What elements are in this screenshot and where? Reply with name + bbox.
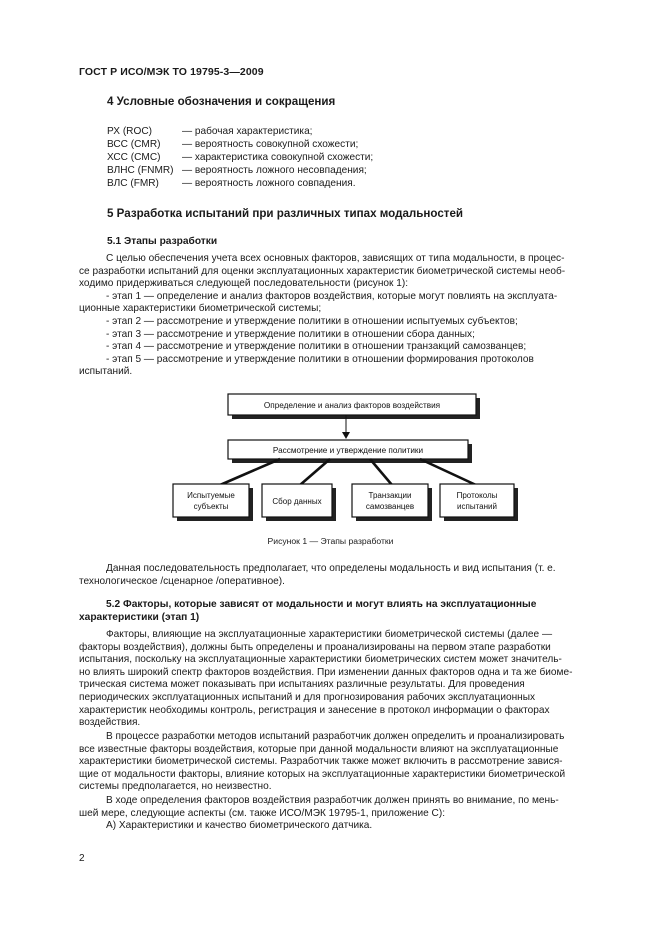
leaf-label-line: Протоколы	[456, 491, 498, 500]
abbreviation-term: ВЛС (FMR)	[107, 178, 159, 190]
document-header: ГОСТ Р ИСО/МЭК ТО 19795-3—2009	[79, 66, 264, 78]
text-line: В ходе определения факторов воздействия разработчик должен принять во внимание, по мень-	[106, 795, 559, 806]
abbreviation-row	[107, 151, 373, 164]
section-4-title: 4 Условные обозначения и сокращения	[107, 95, 336, 108]
abbreviation-term: ВЛНС (FNMR)	[107, 165, 174, 177]
stage-line: ционные характеристики биометрической системы;	[79, 303, 322, 315]
text-line: периодических эксплуатационных испытаний и для прогнозирования рабочих эксплуатационных	[79, 691, 536, 703]
text-line: шей мере, следующие аспекты (см. также ИСО/МЭК 19795-1, приложение С):	[79, 807, 446, 819]
middle-box-label: Рассмотрение и утверждение политики	[272, 446, 424, 455]
text-line: С целью обеспечения учета всех основных факторов, зависящих от типа модальности, в процес-	[106, 253, 565, 264]
text-line: воздействия.	[79, 717, 141, 729]
leaf-label-line: Сбор данных	[272, 497, 322, 506]
text-line: факторы воздействия), должны быть определены и проанализированы на первом этапе разработки	[79, 641, 551, 653]
page-number: 2	[79, 853, 85, 864]
leaf-label-line: Транзакции	[368, 491, 412, 500]
leaf-label-line: самозванцев	[365, 502, 415, 511]
abbreviation-definition: — рабочая характеристика;	[182, 126, 313, 137]
subsection-5-1-title: 5.1 Этапы разработки	[107, 236, 218, 247]
leaf-box-test-reports	[440, 484, 514, 517]
abbreviation-row	[107, 125, 373, 138]
leaf-box-subjects	[173, 484, 249, 517]
text-line: Факторы, влияющие на эксплуатационные характеристики биометрической системы (далее —	[106, 629, 553, 640]
text-line: испытания, поскольку на эксплуатационные характеристики биометрических систем может значитель-	[79, 654, 562, 666]
leaf-label-line: Испытуемые	[187, 491, 235, 500]
text-line: технологическое /сценарное /оперативное).	[79, 575, 285, 587]
abbreviation-row	[107, 177, 373, 190]
leaf-label-line: испытаний	[457, 502, 497, 511]
leaf-label-line: субъекты	[193, 502, 229, 511]
text-line: характеристики биометрической системы. Разработчик также может включить в рассмотрение завися-	[79, 756, 563, 768]
text-line: В процессе разработки методов испытаний разработчик должен определить и проанализировать	[106, 731, 565, 742]
text-line: характеристик необходимы контроль, регистрация и занесение в протокол информации о факторах	[79, 704, 550, 716]
text-line: Данная последовательность предполагает, что определены модальность и вид испытания (т. е.	[106, 563, 556, 574]
paragraph-2	[79, 731, 617, 794]
text-line: се разработки испытаний для оценки эксплуатационных характеристик биометрической системы необ-	[79, 265, 566, 277]
stage-line: - этап 4 — рассмотрение и утверждение политики в отношении транзакций самозванцев;	[106, 341, 527, 353]
text-line: щие от модальности факторы, влияние которых на эксплуатационные характеристики биометрической	[79, 768, 566, 780]
text-line: трическая система может показывать при испытаниях различные результаты. Для проведения	[79, 679, 525, 691]
stage-line: - этап 1 — определение и анализ факторов воздействия, которые могут повлиять на эксплуата-	[106, 290, 558, 302]
paragraph-1	[79, 629, 617, 730]
stage-line: - этап 5 — рассмотрение и утверждение политики в отношении формирования протоколов	[106, 353, 534, 365]
top-box-label: Определение и анализ факторов воздействия	[263, 401, 441, 410]
stage-line: испытаний.	[79, 366, 133, 378]
figure-caption: Рисунок 1 — Этапы разработки	[267, 536, 394, 546]
stage-line: - этап 2 — рассмотрение и утверждение политики в отношении испытуемых субъектов;	[106, 315, 518, 327]
abbreviation-list	[107, 125, 373, 190]
leaf-box-impostor-transactions	[352, 484, 428, 517]
list-item-a: А) Характеристики и качество биометрического датчика.	[106, 820, 373, 832]
abbreviation-definition: — характеристика совокупной схожести;	[182, 152, 374, 164]
abbreviation-term: ХСС (CMC)	[107, 152, 161, 164]
heading-line: характеристики (этап 1)	[79, 612, 200, 623]
paragraph-3	[79, 795, 617, 833]
abbreviation-row	[107, 138, 373, 151]
arrow-head	[342, 432, 350, 439]
stages-diagram	[170, 388, 498, 530]
abbreviation-row	[107, 164, 373, 177]
abbreviation-term: ВСС (CMR)	[107, 139, 161, 151]
after-figure-paragraph	[79, 563, 617, 588]
abbreviation-definition: — вероятность совокупной схожести;	[182, 139, 359, 151]
text-line: все известные факторы воздействия, которые при данной модальности влияют на эксплуатационные	[79, 743, 559, 755]
abbreviation-definition: — вероятность ложного совпадения.	[182, 178, 356, 190]
section-5-title: 5 Разработка испытаний при различных типах модальностей	[107, 207, 464, 220]
text-line: ходимо придерживаться следующей последовательности (рисунок 1):	[79, 278, 409, 290]
intro-paragraph	[79, 253, 617, 379]
abbreviation-definition: — вероятность ложного несовпадения;	[182, 165, 367, 177]
stage-line: - этап 3 — рассмотрение и утверждение политики в отношении сбора данных;	[106, 328, 475, 340]
text-line: но влиять широкий спектр факторов воздействия. При изменении данных факторов одна и та же биоме-	[79, 666, 573, 678]
heading-line: 5.2 Факторы, которые зависят от модальности и могут влиять на эксплуатационные	[106, 599, 537, 610]
text-line: системы предполагается, но неизвестно.	[79, 781, 272, 793]
subsection-5-2-title	[79, 598, 617, 624]
abbreviation-term: РХ (ROC)	[107, 126, 152, 137]
